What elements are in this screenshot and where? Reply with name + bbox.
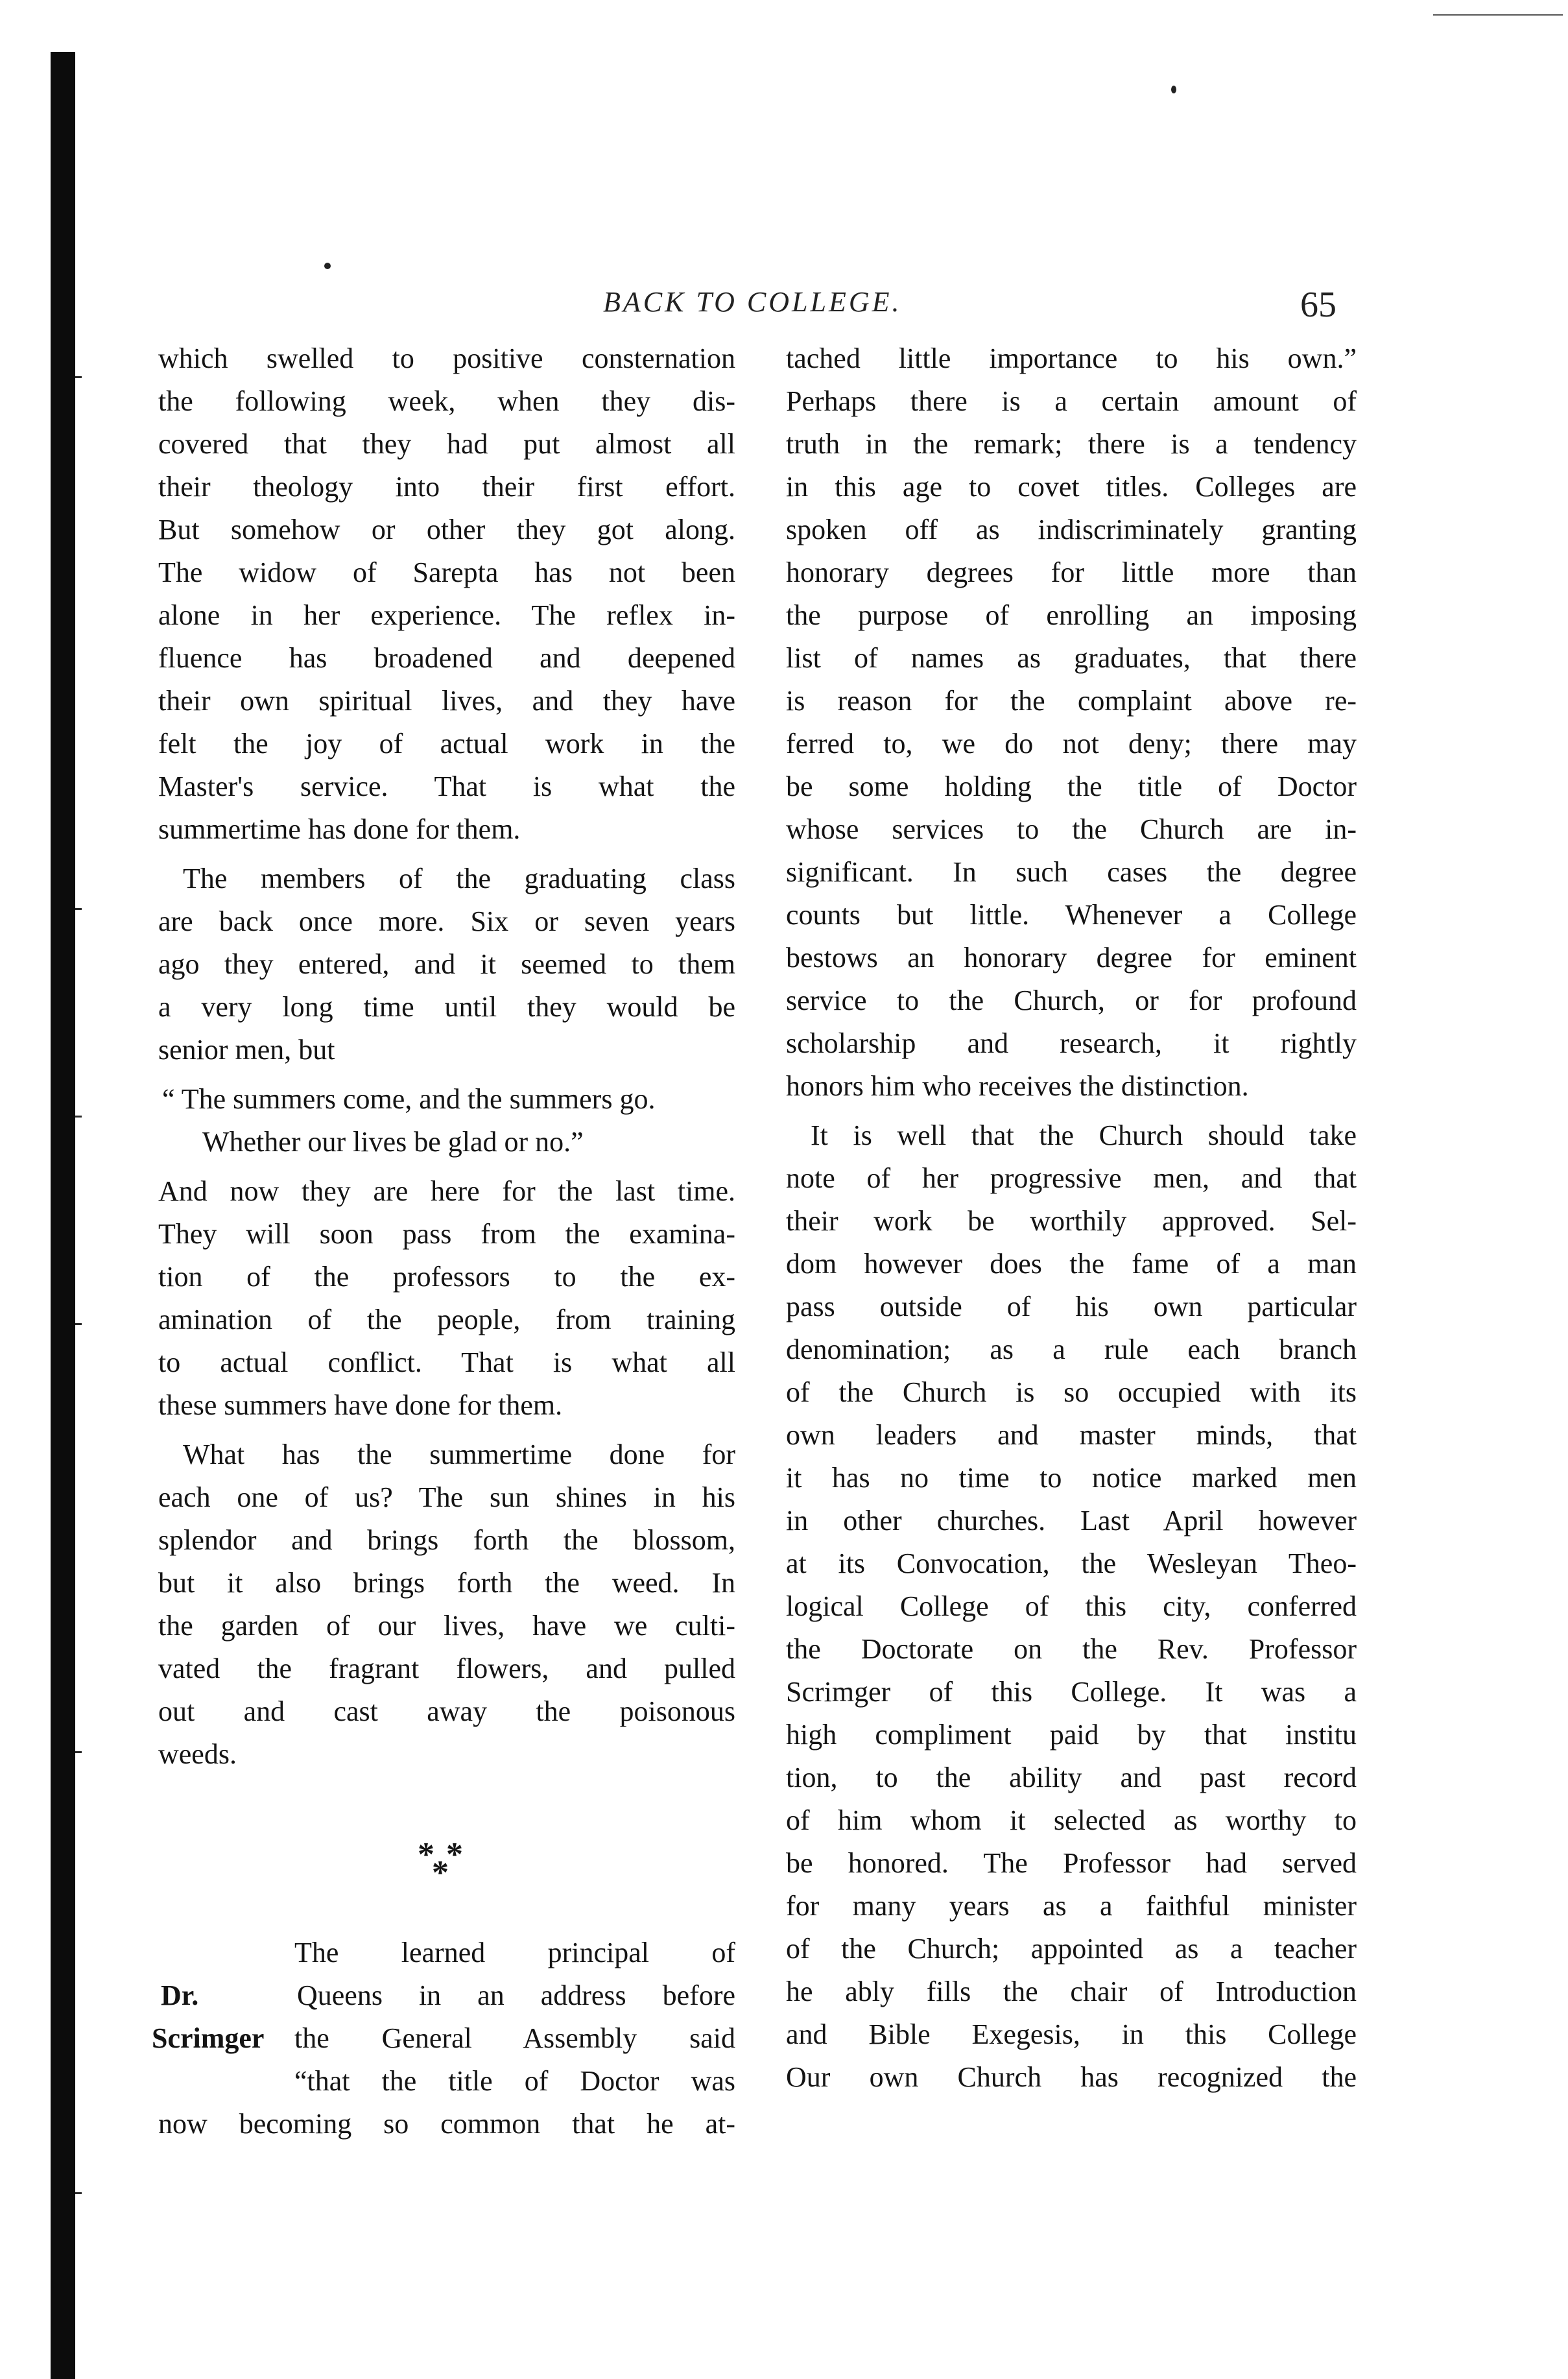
- text-line: significant. In such cases the degree: [786, 856, 1357, 888]
- text-line: the purpose of enrolling an imposing: [786, 599, 1357, 631]
- paragraph: [786, 337, 1357, 1108]
- text-line: of him whom it selected as worthy to: [786, 1804, 1357, 1836]
- text-line: for many years as a faithful minister: [786, 1890, 1357, 1922]
- text-row: [152, 2017, 735, 2060]
- text-line: Scrimger of this College. It was a: [786, 1676, 1357, 1708]
- paragraph: [158, 857, 735, 1071]
- running-head: BACK TO COLLEGE.: [603, 286, 902, 318]
- scan-edge-bar: [51, 52, 75, 2379]
- quote-line: “ The summers come, and the summers go.: [162, 1083, 656, 1115]
- scan-corner-line: [1433, 14, 1563, 16]
- text-row: [158, 2060, 735, 2103]
- text-line: it has no time to notice marked men: [786, 1462, 1357, 1494]
- text-line: at its Convocation, the Wesleyan Theo-: [786, 1548, 1357, 1579]
- asterism: [415, 1835, 473, 1907]
- page-number: 65: [1300, 285, 1336, 325]
- text-line: weeds.: [158, 1738, 237, 1770]
- text-line: list of names as graduates, that there: [786, 642, 1357, 674]
- sidehead-name: Scrimger: [152, 2022, 265, 2054]
- text-line: covered that they had put almost all: [158, 428, 735, 460]
- text-line: ferred to, we do not deny; there may: [786, 728, 1357, 759]
- text-line: vated the fragrant flowers, and pulled: [158, 1653, 735, 1684]
- text-line: the General Assembly said: [294, 2022, 735, 2054]
- text-line: be some holding the title of Doctor: [786, 771, 1357, 802]
- text-line: and Bible Exegesis, in this College: [786, 2018, 1357, 2050]
- text-line: alone in her experience. The reflex in-: [158, 599, 735, 631]
- text-line: denomination; as a rule each branch: [786, 1333, 1357, 1365]
- text-line: What has the summertime done for: [183, 1439, 735, 1470]
- text-line: the garden of our lives, have we culti-: [158, 1610, 735, 1642]
- text-line: high compliment paid by that institu: [786, 1719, 1357, 1751]
- text-line: which swelled to positive consternation: [158, 342, 735, 374]
- text-line: in other churches. Last April however: [786, 1505, 1357, 1536]
- text-line: logical College of this city, conferred: [786, 1590, 1357, 1622]
- text-line: own leaders and master minds, that: [786, 1419, 1357, 1451]
- text-line: scholarship and research, it rightly: [786, 1027, 1357, 1059]
- paragraph: [158, 337, 735, 851]
- asterisk: *: [446, 1836, 463, 1873]
- right-column: [786, 337, 1357, 2099]
- text-line: amination of the people, from training: [158, 1304, 735, 1335]
- text-row: [158, 1931, 735, 1974]
- text-line: felt the joy of actual work in the: [158, 728, 735, 759]
- text-line: They will soon pass from the examina-: [158, 1218, 735, 1250]
- text-line: in this age to covet titles. Colleges are: [786, 471, 1357, 503]
- text-line: Queens in an address before: [297, 1979, 735, 2011]
- text-line: note of her progressive men, and that: [786, 1162, 1357, 1194]
- text-line: tion, to the ability and past record: [786, 1762, 1357, 1793]
- text-line: are back once more. Six or seven years: [158, 905, 735, 937]
- asterisk: *: [432, 1854, 449, 1891]
- text-line: the Doctorate on the Rev. Professor: [786, 1633, 1357, 1665]
- text-line: honors him who receives the distinction.: [786, 1070, 1249, 1102]
- text-line: tion of the professors to the ex-: [158, 1261, 735, 1293]
- text-line: The learned principal of: [294, 1937, 735, 1968]
- text-line: out and cast away the poisonous: [158, 1695, 735, 1727]
- text-line: counts but little. Whenever a College: [786, 899, 1357, 931]
- text-line: ago they entered, and it seemed to them: [158, 948, 735, 980]
- text-line: Master's service. That is what the: [158, 771, 735, 802]
- text-line: is reason for the complaint above re-: [786, 685, 1357, 717]
- text-line: now becoming so common that he at-: [158, 2108, 735, 2140]
- text-row: [158, 1974, 735, 2017]
- text-line: And now they are here for the last time.: [158, 1175, 735, 1207]
- text-line: their theology into their first effort.: [158, 471, 735, 503]
- text-line: pass outside of his own particular: [786, 1291, 1357, 1322]
- text-line: these summers have done for them.: [158, 1389, 563, 1421]
- text-line: Perhaps there is a certain amount of: [786, 385, 1357, 417]
- text-line: splendor and brings forth the blossom,: [158, 1524, 735, 1556]
- text-line: each one of us? The sun shines in his: [158, 1481, 735, 1513]
- text-line: But somehow or other they got along.: [158, 514, 735, 545]
- text-line: to actual conflict. That is what all: [158, 1346, 735, 1378]
- text-line: the following week, when they dis-: [158, 385, 735, 417]
- text-line: but it also brings forth the weed. In: [158, 1567, 735, 1599]
- paragraph: [786, 1114, 1357, 2099]
- text-line: It is well that the Church should take: [811, 1119, 1357, 1151]
- text-line: spoken off as indiscriminately granting: [786, 514, 1357, 545]
- text-line: of the Church; appointed as a teacher: [786, 1933, 1357, 1965]
- text-line: summertime has done for them.: [158, 813, 521, 845]
- paragraph: [158, 1433, 735, 1776]
- scan-speck: [1171, 86, 1176, 93]
- text-line: a very long time until they would be: [158, 991, 735, 1023]
- sidehead-name: Dr.: [161, 1979, 199, 2011]
- text-line: service to the Church, or for profound: [786, 985, 1357, 1016]
- text-line: whose services to the Church are in-: [786, 813, 1357, 845]
- quote-line: Whether our lives be glad or no.”: [202, 1126, 584, 1158]
- text-line: Our own Church has recognized the: [786, 2061, 1357, 2093]
- text-line: “that the title of Doctor was: [294, 2065, 735, 2097]
- text-line: dom however does the fame of a man: [786, 1248, 1357, 1280]
- text-line: fluence has broadened and deepened: [158, 642, 735, 674]
- text-line: tached little importance to his own.”: [786, 342, 1357, 374]
- text-line: honorary degrees for little more than: [786, 556, 1357, 588]
- text-line: be honored. The Professor had served: [786, 1847, 1357, 1879]
- text-line: The members of the graduating class: [183, 863, 735, 894]
- verse-quote: [158, 1078, 735, 1164]
- text-line: bestows an honorary degree for eminent: [786, 942, 1357, 974]
- paragraph-with-sidehead: [152, 1931, 735, 2146]
- text-line: senior men, but: [158, 1034, 335, 1066]
- paragraph: [158, 1170, 735, 1427]
- text-line: of the Church is so occupied with its: [786, 1376, 1357, 1408]
- text-line: truth in the remark; there is a tendency: [786, 428, 1357, 460]
- text-line: he ably fills the chair of Introduction: [786, 1976, 1357, 2007]
- asterisk: *: [418, 1836, 434, 1873]
- text-line: The widow of Sarepta has not been: [158, 556, 735, 588]
- text-line: their work be worthily approved. Sel-: [786, 1205, 1357, 1237]
- text-line: their own spiritual lives, and they have: [158, 685, 735, 717]
- scan-speck: [324, 263, 331, 269]
